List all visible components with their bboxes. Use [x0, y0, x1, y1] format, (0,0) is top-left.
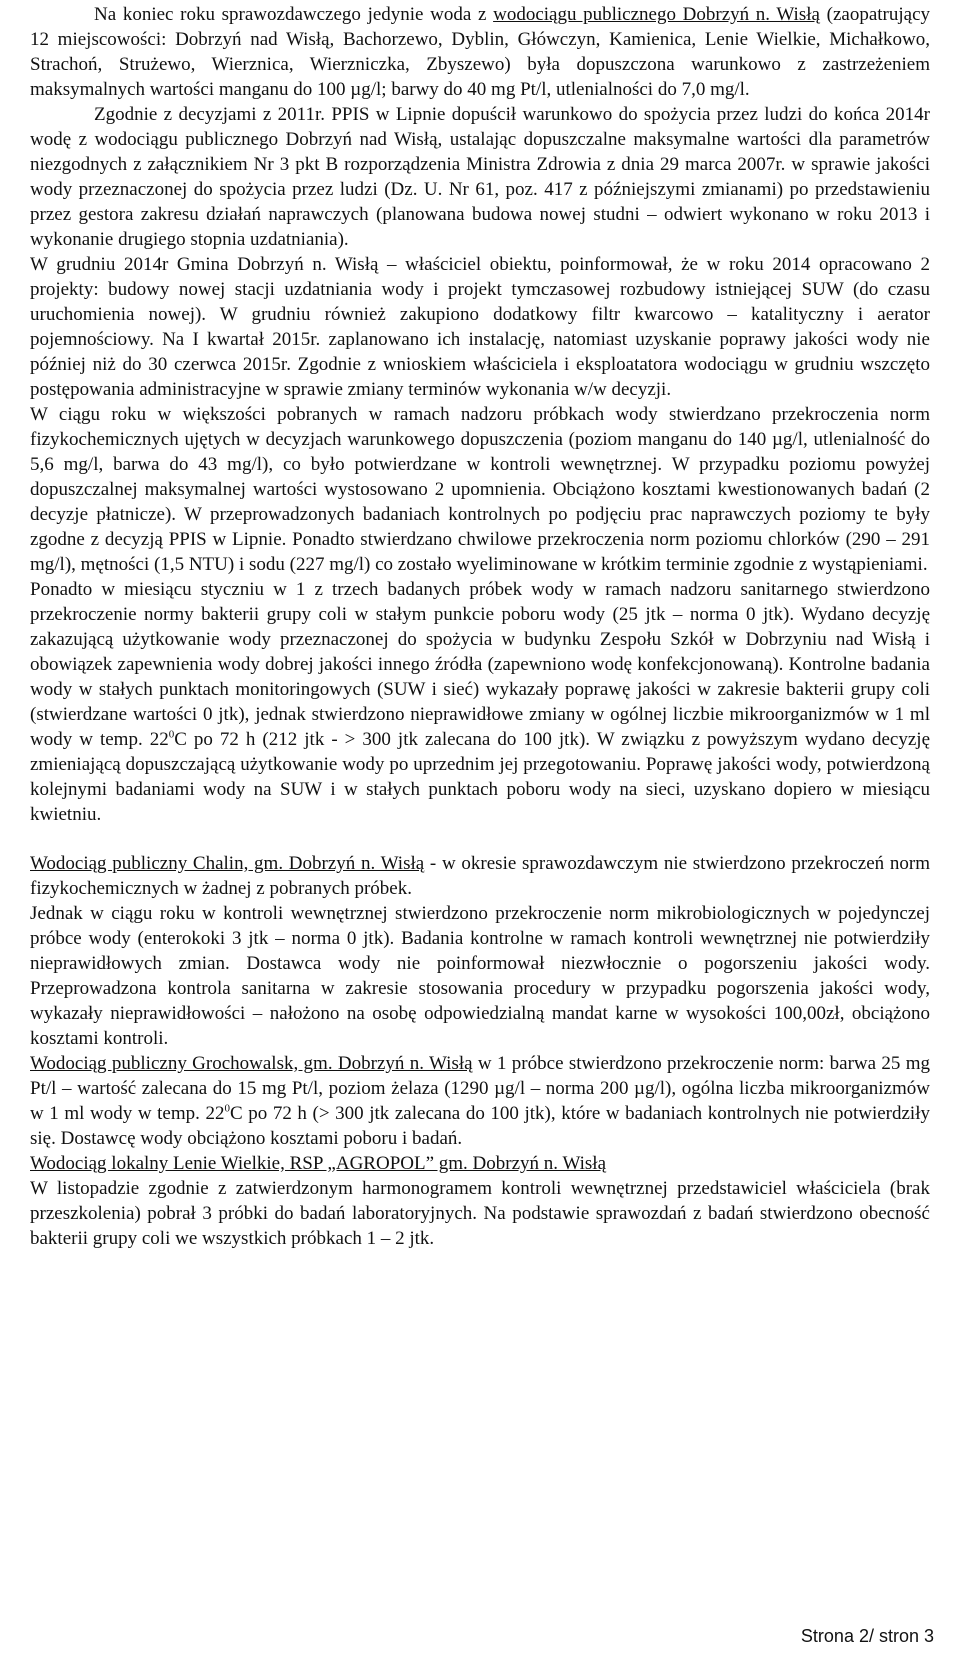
section-heading: Wodociąg publiczny Chalin, gm. Dobrzyń n. Wisłą: [30, 853, 425, 874]
text-segment: w 1 próbce stwierdzono przekroczenie norm: barwa 25 mg Pt/l – wartość zalecana do 15 mg Pt/l, poziom żelaza (1290 µg/l – norma 200 µg/l), ogólna liczba mikroorganizmów w 1 ml wody w temp. 22: [30, 1053, 931, 1124]
text-segment: Ponadto w miesiącu styczniu w 1 z trzech badanych próbek wody w ramach nadzoru sanitarnego stwierdzono przekroczenie normy bakterii grupy coli w stałym punkcie poboru wody (25 jtk – norma 0 jtk). Wydano decyzję zakazującą użytkowanie wody przeznaczonej do spożycia w budynku Zespołu Szkół w Dobrzyniu nad Wisłą i obowiązek zapewnienia wody dobrej jakości innego źródła (zapewniono wodę konfekcjonowaną). Kontrolne badania wody w stałych punktach monitoringowych (SUW i sieć) wykazały poprawę jakości w zakresie bakterii grupy coli (stwierdzane wartości 0 jtk), jednak stwierdzono nieprawidłowe zmiany w ogólnej liczbie mikroorganizmów w 1 ml wody w temp. 22: [30, 579, 930, 750]
paragraph-intro: [30, 2, 930, 102]
paragraph-lenie-heading: [30, 1151, 930, 1176]
page-number: Strona 2/ stron 3: [800, 1626, 934, 1646]
paragraph-chalin-control: Jednak w ciągu roku w kontroli wewnętrznej stwierdzono przekroczenie norm mikrobiologicznych w pojedynczej próbce wody (enterokoki 3 jtk – norma 0 jtk). Badania kontrolne w ramach kontroli wewnętrznej nie potwierdziły nieprawidłowych zmian. Dostawca wody nie poinformował niezwłocznie o pogorszeniu jakości wody. Przeprowadzona kontrola sanitarna w zakresie stosowania procedury w przypadku pogorszenia jakości wody, wykazały nieprawidłowości – nałożono na osobę odpowiedzialną mandat karne w wysokości 100,00zł, obciążono kosztami kontroli.: [30, 903, 930, 1049]
paragraph-december: W grudniu 2014r Gmina Dobrzyń n. Wisłą – właściciel obiektu, poinformował, że w roku 2014 opracowano 2 projekty: budowy nowej stacji uzdatniania wody i projekt tymczasowej rozbudowy istniejącej SUW (do czasu uruchomienia nowej). W grudniu również zakupiono dodatkowy filtr kwarcowo – katalityczny i aerator pojemnościowy. Na I kwartał 2015r. zaplanowano ich instalację, natomiast uzyskanie poprawy jakości wody nie później niż do 30 czerwca 2015r. Zgodnie z wnioskiem właściciela i eksploatatora wodociągu w grudniu wszczęto postępowania administracyjne w sprawie zmiany terminów wykonania w/w decyzji.: [30, 254, 930, 400]
paragraph-chalin: [30, 851, 930, 901]
paragraph-lenie: W listopadzie zgodnie z zatwierdzonym harmonogramem kontroli wewnętrznej przedstawiciel właściciela (brak przeszkolenia) pobrał 3 próbki do badań laboratoryjnych. Na podstawie sprawozdań z badań stwierdzono obecność bakterii grupy coli we wszystkich próbkach 1 – 2 jtk.: [30, 1178, 930, 1249]
text-segment: C po 72 h (> 300 jtk zalecana do 100 jtk), które w badaniach kontrolnych nie potwierdziły się. Dostawcę wody obciążono kosztami poboru i badań.: [30, 1103, 930, 1149]
degree-superscript: 0: [224, 1102, 230, 1115]
paragraph-decisions: Zgodnie z decyzjami z 2011r. PPIS w Lipnie dopuścił warunkowo do spożycia przez ludzi do końca 2014r wodę z wodociągu publicznego Dobrzyń nad Wisłą, ustalając dopuszczalne maksymalne wartości dla parametrów niezgodnych z załącznikiem Nr 3 pkt B rozporządzenia Ministra Zdrowia z dnia 29 marca 2007r. w sprawie jakości wody przeznaczonej do spożycia przez ludzi (Dz. U. Nr 61, poz. 417 z późniejszymi zmianami) po przedstawieniu przez gestora zakresu działań naprawczych (planowana budowa nowej studni – odwiert wykonano w roku 2013 i wykonanie drugiego stopnia uzdatniania).: [30, 104, 930, 250]
degree-superscript: 0: [168, 728, 175, 741]
section-heading: Wodociąg publiczny Grochowalsk, gm. Dobrzyń n. Wisłą: [30, 1053, 473, 1074]
paragraph-grochowalsk: [30, 1051, 930, 1151]
paragraph-exceedances: W ciągu roku w większości pobranych w ramach nadzoru próbkach wody stwierdzano przekroczenia norm fizykochemicznych ujętych w decyzjach warunkowego dopuszczenia (poziom manganu do 140 µg/l, utlenialność do 5,6 mg/l, barwa do 43 mg/l), co było potwierdzane w kontroli wewnętrznej. W przypadku poziomu powyżej dopuszczalnej maksymalnej wartości wystosowano 2 upomnienia. Obciążono kosztami kwestionowanych badań (2 decyzje płatnicze). W przeprowadzonych badaniach kontrolnych po podjęciu prac naprawczych poziomy te były zgodne z decyzją PPIS w Lipnie. Ponadto stwierdzano chwilowe przekroczenia norm poziomu chlorków (290 – 291 mg/l), mętności (1,5 NTU) i sodu (227 mg/l) co zostało wyeliminowane w krótkim terminie zgodnie z wystąpieniami.: [30, 404, 930, 575]
text-segment: C po 72 h (212 jtk - > 300 jtk zalecana do 100 jtk). W związku z powyższym wydano decyzję zmieniającą dopuszczającą użytkowanie wody po uprzednim jej przegotowaniu. Poprawę jakości wody, potwierdzoną kolejnymi badaniami wody na SUW i w stałych punktach poboru wody na sieci, uzyskano dopiero w miesiącu kwietniu.: [30, 729, 930, 825]
paragraph-january: [30, 577, 930, 827]
section-heading: Wodociąg lokalny Lenie Wielkie, RSP „AGROPOL” gm. Dobrzyń n. Wisłą: [30, 1153, 607, 1174]
text-segment: Na koniec roku sprawozdawczego jedynie woda z: [94, 4, 494, 25]
waterworks-name: wodociągu publicznego Dobrzyń n. Wisłą: [493, 4, 820, 25]
text-segment: (zaopatrujący 12 miejscowości: Dobrzyń nad Wisłą, Bachorzewo, Dyblin, Główczyn, Kamienica, Lenie Wielkie, Michałkowo, Strachoń, Strużewo, Wierznica, Wierzniczka, Zbyszewo) była dopuszczona warunkowo z zastrzeżeniem maksymalnych wartości manganu do 100 µg/l; barwy do 40 mg Pt/l, utlenialności do 7,0 mg/l.: [30, 4, 930, 100]
text-segment: - w okresie sprawozdawczym nie stwierdzono przekroczeń norm fizykochemicznych w żadnej z pobranych próbek.: [30, 853, 930, 899]
